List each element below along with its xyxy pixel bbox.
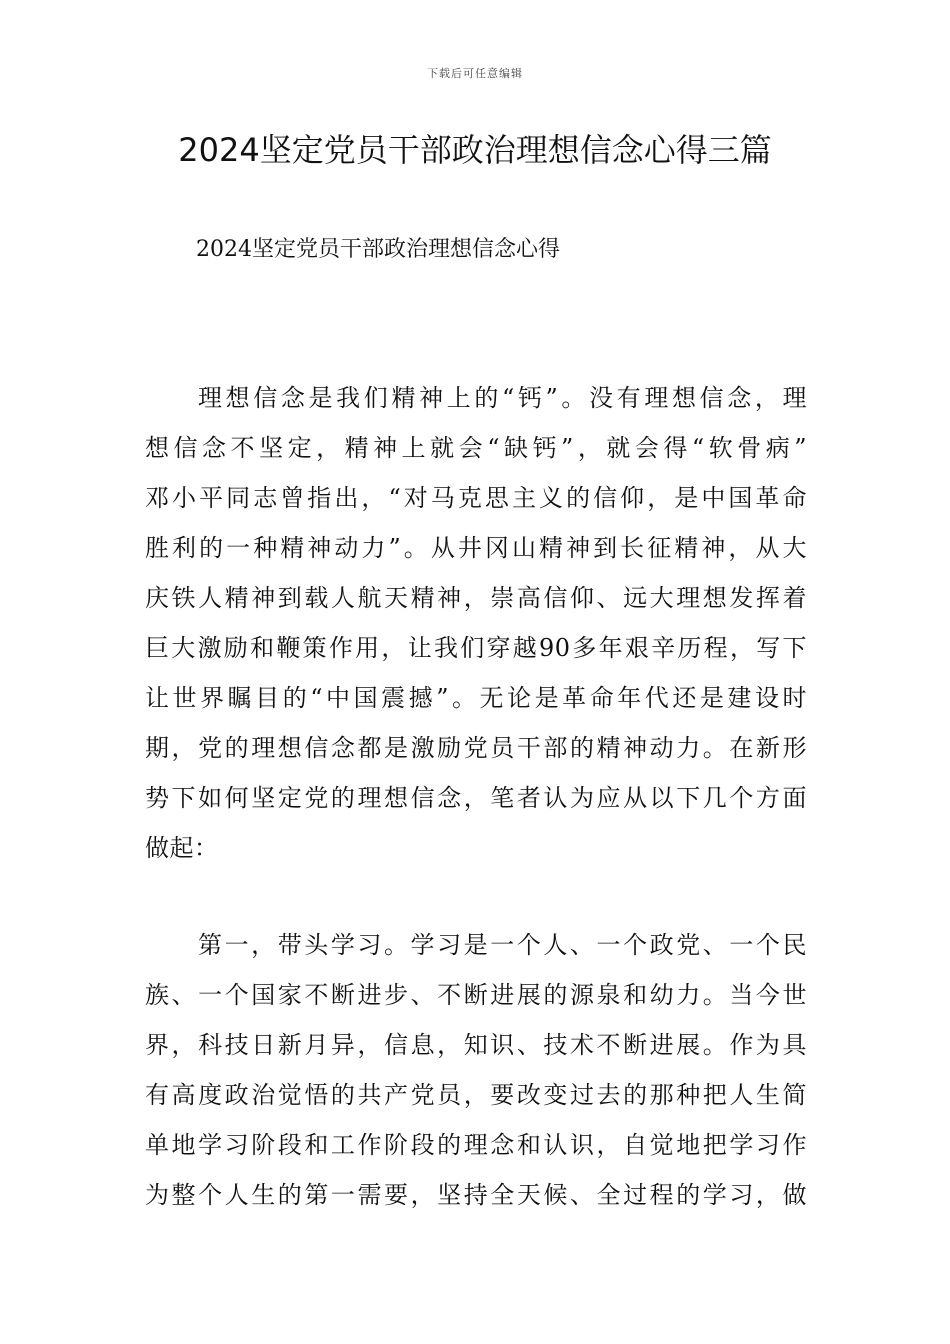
body-paragraph-2: [145, 920, 807, 1220]
paragraph-line: 巨大激励和鞭策作用，让我们穿越90多年艰辛历程，写下: [145, 634, 807, 662]
paragraph-line: 邓小平同志曾指出，“对马克思主义的信仰，是中国革命: [145, 484, 807, 512]
paragraph-line: 让世界瞩目的“中国震撼”。无论是革命年代还是建设时: [145, 684, 807, 712]
paragraph-line: 界，科技日新月异，信息，知识、技术不断进展。作为具: [145, 1031, 807, 1059]
paragraph-line: 有高度政治觉悟的共产党员，要改变过去的那种把人生简: [145, 1081, 807, 1109]
header-note: 下载后可任意编辑: [427, 67, 523, 80]
body-paragraph-1: [145, 373, 807, 873]
paragraph-line: 想信念不坚定，精神上就会“缺钙”，就会得“软骨病”: [145, 434, 807, 462]
paragraph-line: 庆铁人精神到载人航天精神，崇高信仰、远大理想发挥着: [145, 584, 807, 612]
paragraph-line: 胜利的一种精神动力”。从井冈山精神到长征精神，从大: [145, 534, 807, 562]
paragraph-line: 势下如何坚定党的理想信念，笔者认为应从以下几个方面: [145, 784, 807, 812]
document-subtitle: 2024坚定党员干部政治理想信念心得: [196, 237, 560, 262]
document-title: 2024坚定党员干部政治理想信念心得三篇: [178, 131, 772, 169]
paragraph-line: 期，党的理想信念都是激励党员干部的精神动力。在新形: [145, 734, 807, 762]
paragraph-line: 做起：: [145, 834, 219, 862]
paragraph-line: 第一，带头学习。学习是一个人、一个政党、一个民: [198, 931, 807, 959]
paragraph-line: 理想信念是我们精神上的“钙”。没有理想信念，理: [198, 384, 807, 412]
paragraph-line: 单地学习阶段和工作阶段的理念和认识，自觉地把学习作: [145, 1131, 807, 1159]
paragraph-line: 为整个人生的第一需要，坚持全天候、全过程的学习，做: [145, 1181, 807, 1209]
paragraph-line: 族、一个国家不断进步、不断进展的源泉和幼力。当今世: [145, 981, 807, 1009]
